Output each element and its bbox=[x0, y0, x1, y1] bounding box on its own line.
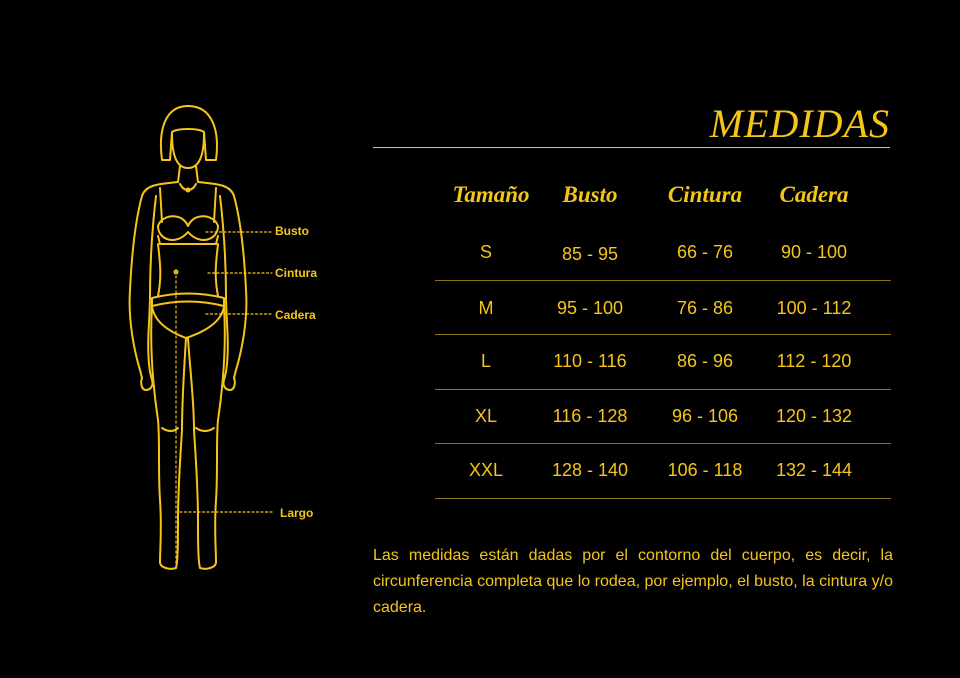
table-cell-cadera: 90 - 100 bbox=[780, 242, 848, 262]
figure-label-cadera: Cadera bbox=[275, 308, 316, 322]
table-cell-cintura: 106 - 118 bbox=[667, 460, 743, 480]
table-cell-cintura: 96 - 106 bbox=[671, 406, 739, 426]
figure-label-cintura: Cintura bbox=[275, 266, 317, 280]
table-cell-cintura: 76 - 86 bbox=[676, 298, 734, 318]
figure-label-largo: Largo bbox=[280, 506, 314, 520]
row-divider bbox=[435, 334, 891, 335]
table-cell-size: L bbox=[480, 351, 491, 371]
table-cell-size: XL bbox=[474, 406, 498, 426]
table-cell-size: S bbox=[479, 242, 492, 262]
table-cell-cadera: 120 - 132 bbox=[775, 406, 853, 426]
column-header-busto: Busto bbox=[562, 182, 618, 207]
table-cell-cadera: 112 - 120 bbox=[776, 351, 852, 371]
body-figure bbox=[0, 0, 360, 678]
table-cell-busto: 95 - 100 bbox=[556, 298, 624, 318]
column-header-cintura: Cintura bbox=[667, 182, 743, 207]
table-cell-cadera: 132 - 144 bbox=[775, 460, 853, 480]
table-cell-cintura: 66 - 76 bbox=[676, 242, 734, 262]
column-header-cadera: Cadera bbox=[779, 182, 849, 207]
column-header-tamano: Tamaño bbox=[452, 182, 530, 207]
title-divider bbox=[373, 147, 890, 148]
table-cell-busto: 128 - 140 bbox=[551, 460, 629, 480]
table-cell-size: M bbox=[478, 298, 494, 318]
row-divider bbox=[435, 280, 891, 281]
female-body-outline-icon bbox=[0, 0, 360, 678]
row-divider bbox=[435, 498, 891, 499]
table-cell-busto: 110 - 116 bbox=[553, 351, 627, 371]
figure-label-busto: Busto bbox=[275, 224, 309, 238]
table-cell-cintura: 86 - 96 bbox=[676, 351, 734, 371]
row-divider bbox=[435, 443, 891, 444]
table-cell-size: XXL bbox=[468, 460, 504, 480]
page-title: MEDIDAS bbox=[709, 101, 890, 146]
table-cell-busto: 116 - 128 bbox=[552, 406, 628, 426]
table-cell-cadera: 100 - 112 bbox=[776, 298, 852, 318]
measurement-note: Las medidas están dadas por el contorno del cuerpo, es decir, la circunferencia completa que lo rodea, por ejemplo, el busto, la cintura y/o cadera. bbox=[373, 547, 893, 616]
table-cell-busto: 85 - 95 bbox=[561, 244, 619, 264]
row-divider bbox=[435, 389, 891, 390]
